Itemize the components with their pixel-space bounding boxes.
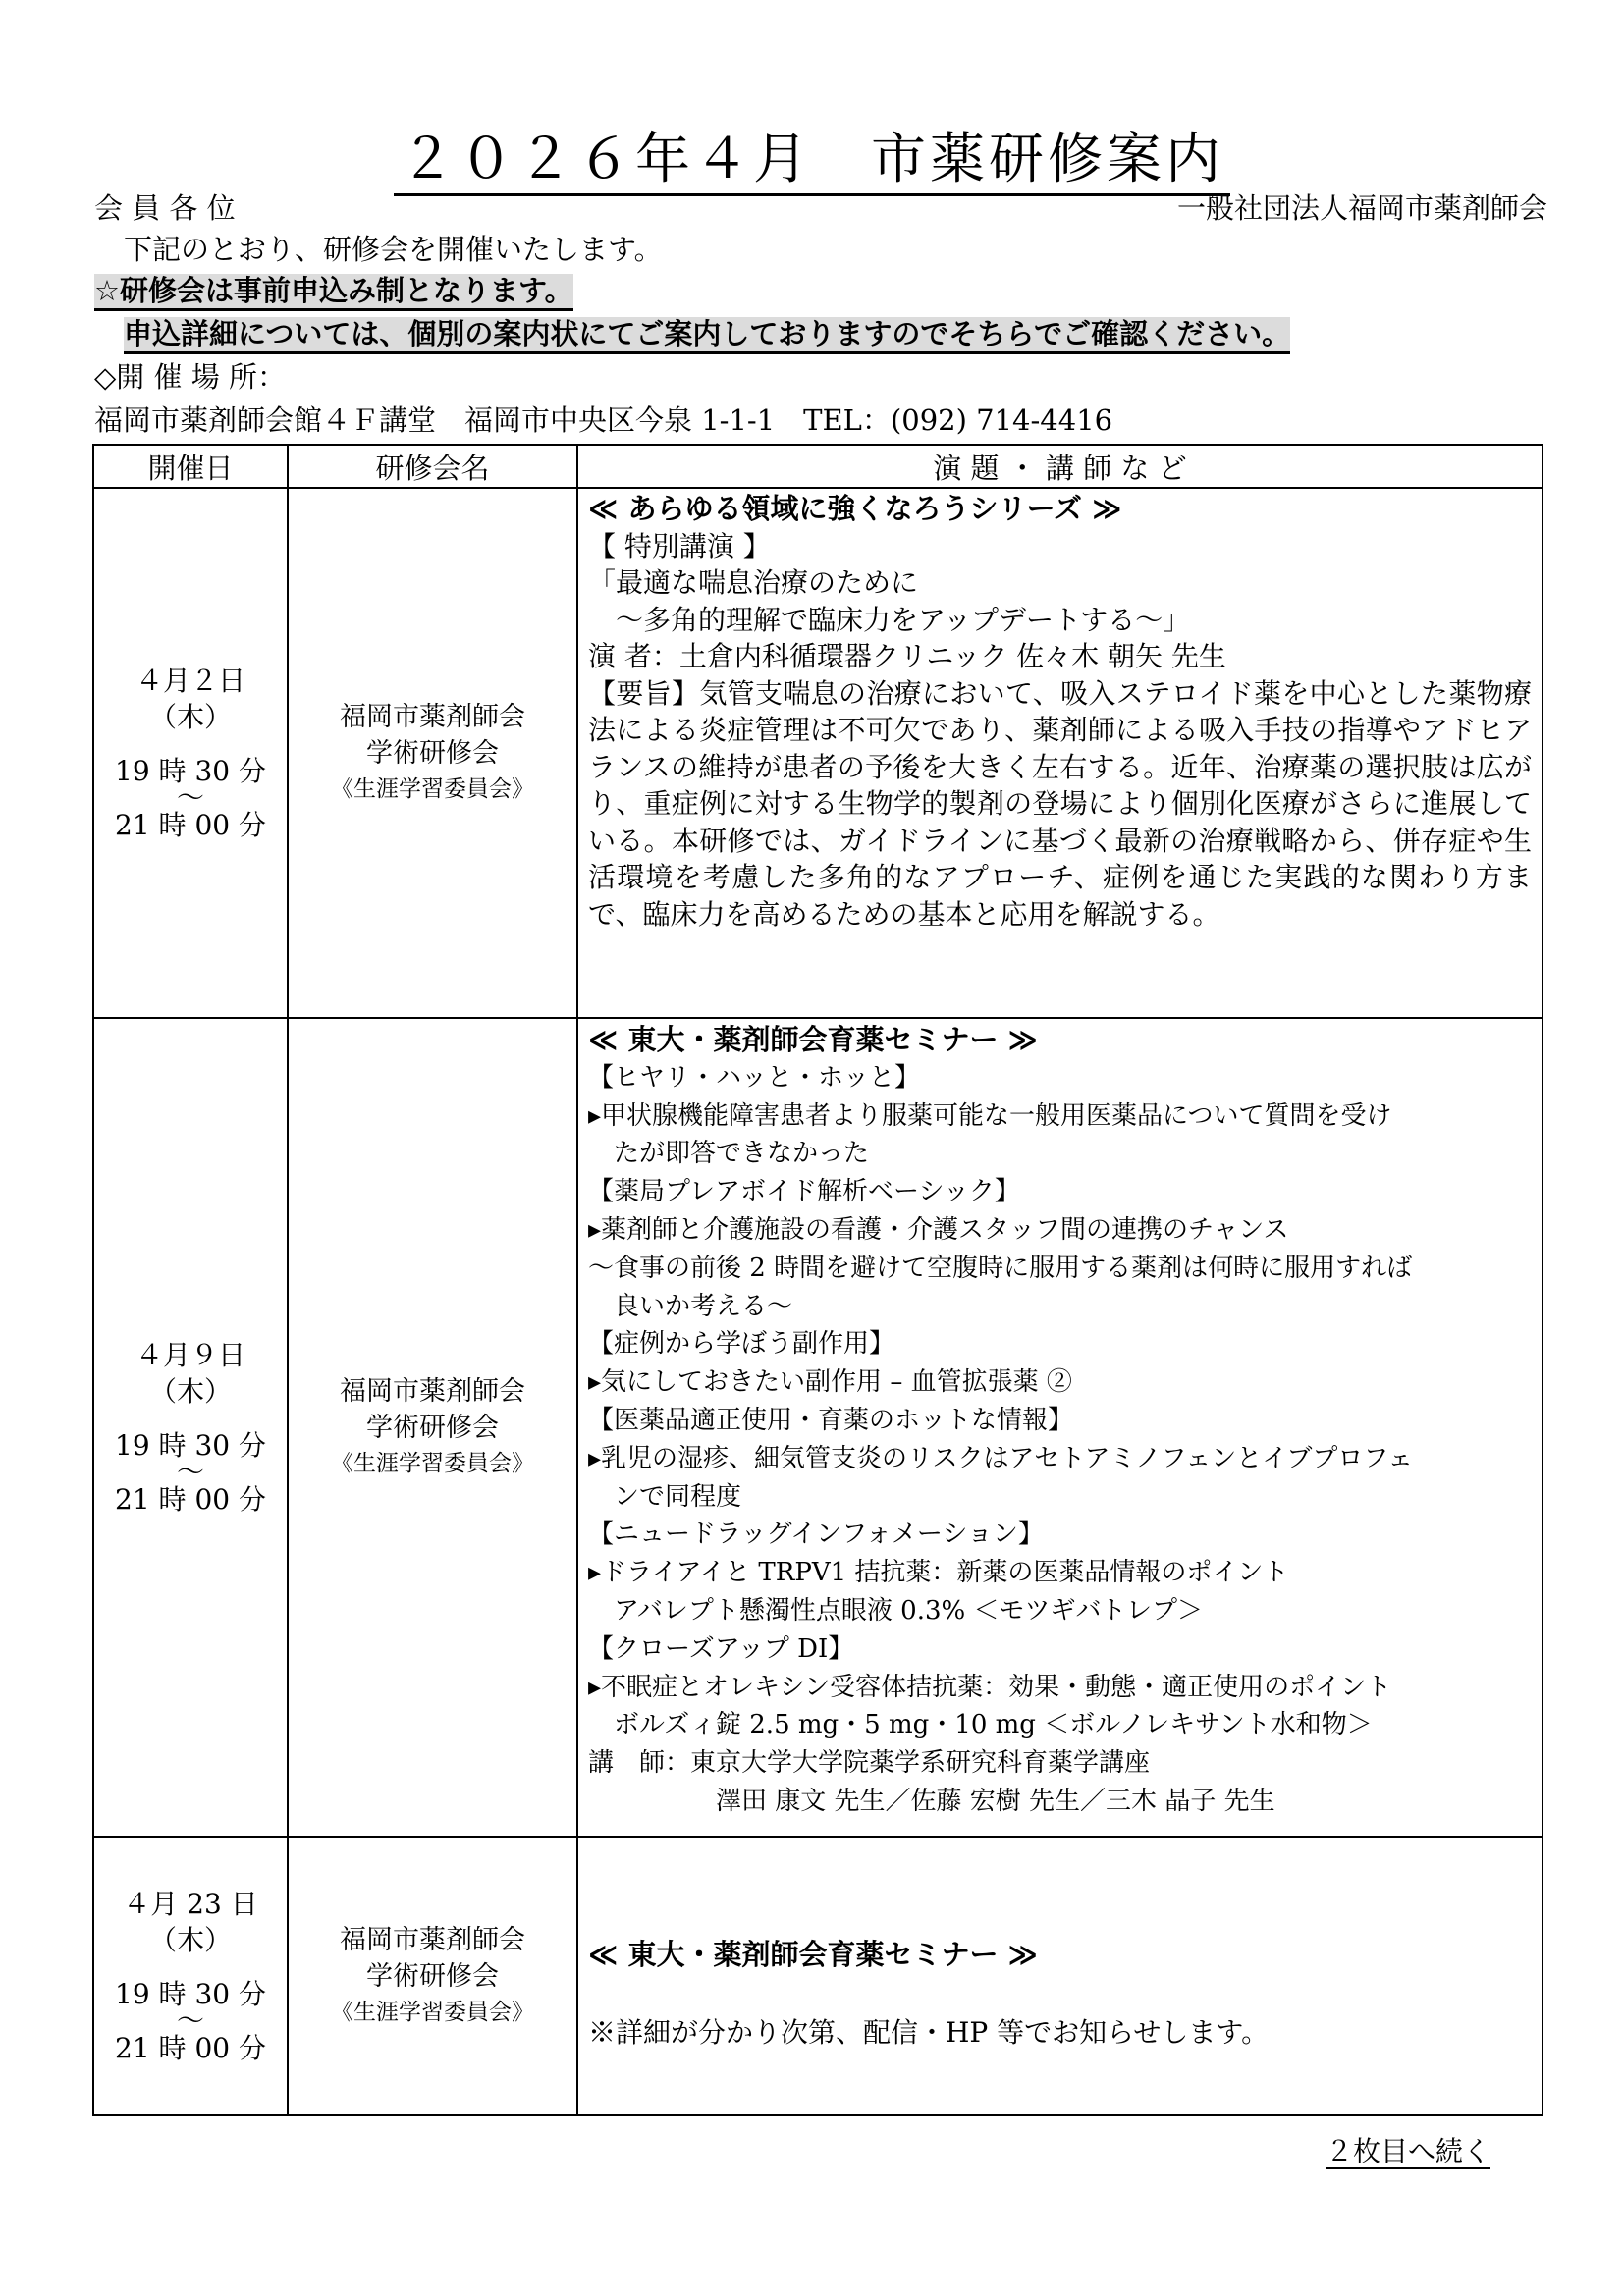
session-organizer: 福岡市薬剤師会 [340,701,525,732]
session-committee: 《生涯学習委員会》 [331,1999,534,2025]
content-line: ンで同程度 [588,1481,742,1512]
time-separator: ～ [176,781,204,814]
session-name-cell [288,488,577,1018]
session-committee: 《生涯学習委員会》 [331,1450,534,1476]
content-line: ボルズィ錠 2.5 mg・5 mg・10 mg ＜ボルノレキサント水和物＞ [588,1710,1373,1740]
series-title: ≪ あらゆる領域に強くなろうシリーズ ≫ [588,492,1122,525]
venue-label: ◇開 催 場 所： [94,360,286,394]
content-line: 【症例から学ぼう副作用】 [588,1329,895,1360]
series-title: ≪ 東大・薬剤師会育薬セミナー ≫ [588,1937,1038,1971]
table-header-row [93,445,1543,488]
session-organizer: 福岡市薬剤師会 [340,1924,525,1955]
weekday: （木） [148,701,232,733]
continued-link[interactable]: ２枚目へ続く [1326,2135,1491,2167]
time-end: 21 時 00 分 [115,1483,266,1516]
time-end: 21 時 00 分 [115,2032,266,2064]
topic-cell [577,1018,1543,1837]
date-cell [93,1018,288,1837]
topic-cell [577,488,1543,1018]
header-topic-lecturer: 演 題 ・ 講 師 な ど [577,445,1543,488]
content-line: 「最適な喘息治療のために [588,566,919,599]
session-committee: 《生涯学習委員会》 [331,775,534,802]
header-date: 開催日 [93,445,288,488]
session-name-cell [288,1018,577,1837]
lecturer-names: 澤田 康文 先生／佐藤 宏樹 先生／三木 晶子 先生 [588,1786,1275,1816]
time-separator: ～ [176,1456,204,1488]
content-line: ▸不眠症とオレキシン受容体拮抗薬：効果・動態・適正使用のポイント [588,1672,1392,1702]
content-line: 【 特別講演 】 [588,529,771,562]
time-start: 19 時 30 分 [115,755,266,787]
notice-registration-details: 申込詳細については、個別の案内状にてご案内しておりますのでそちらでご確認ください。 [124,312,1290,352]
lecturer-line: 講 師：東京大学大学院薬学系研究科育薬学講座 [588,1748,1151,1779]
table-row [93,488,1543,1018]
date: ４月 23 日 [123,1888,258,1920]
time-start: 19 時 30 分 [115,1429,266,1462]
content-line: 良いか考える～ [588,1291,793,1321]
content-line: たが即答できなかった [588,1139,870,1169]
intro-text: 下記のとおり、研修会を開催いたします。 [124,233,663,266]
content-line: アバレプト懸濁性点眼液 0.3% ＜モツギバトレプ＞ [588,1595,1203,1626]
header-session-name: 研修会名 [288,445,577,488]
session-type: 学術研修会 [366,1960,499,1992]
content-line: ～多角的理解で臨床力をアップデートする～」 [588,603,1191,636]
session-name-cell [288,1837,577,2115]
speaker-line: 演 者：土倉内科循環器クリニック 佐々木 朝矢 先生 [588,640,1226,672]
note-text: ※詳細が分かり次第、配信・HP 等でお知らせします。 [588,2016,1270,2049]
session-type: 学術研修会 [366,1412,499,1443]
weekday: （木） [148,1924,232,1956]
content-line: ▸薬剤師と介護施設の看護・介護スタッフ間の連携のチャンス [588,1214,1289,1245]
content-line: ▸乳児の湿疹、細気管支炎のリスクはアセトアミノフェンとイブプロフェ [588,1443,1414,1473]
time-end: 21 時 00 分 [115,809,266,841]
content-line: 【医薬品適正使用・育薬のホットな情報】 [588,1405,1074,1435]
content-line: 【クローズアップ DI】 [588,1633,854,1664]
content-line: ▸気にしておきたい副作用 – 血管拡張薬 ② [588,1367,1072,1398]
time-separator: ～ [176,2004,204,2037]
content-line: 【薬局プレアボイド解析ベーシック】 [588,1177,1020,1207]
date: ４月９日 [135,1339,245,1371]
venue-detail: 福岡市薬剤師会館４Ｆ講堂 福岡市中央区今泉 1-1-1 TEL：(092) 714-4416 [94,403,1113,437]
summary-text: 【要旨】気管支喘息の治療において、吸入ステロイド薬を中心とした薬物療法による炎症管理は不可欠であり、薬剤師による吸入手技の指導やアドヒアランスの維持が患者の予後を大きく左右する。近年、治療薬の選択肢は広がり、重症例に対する生物学的製剤の登場により個別化医療がさらに進展している。本研修では、ガイドラインに基づく最新の治療戦略から、併存症や生活環境を考慮した多角的なアプローチ、症例を通じた実践的な関わり方まで、臨床力を高めるための基本と応用を解説する。 [588,676,1532,931]
time-start: 19 時 30 分 [115,1978,266,2010]
session-type: 学術研修会 [366,737,499,769]
content-line: ～食事の前後 2 時間を避けて空腹時に服用する薬剤は何時に服用すれば [588,1253,1413,1283]
table-row [93,1018,1543,1837]
content-line: 【ヒヤリ・ハッと・ホッと】 [588,1062,921,1093]
series-title: ≪ 東大・薬剤師会育薬セミナー ≫ [588,1023,1038,1056]
content-line: ▸甲状腺機能障害患者より服薬可能な一般用医薬品について質問を受け [588,1100,1392,1131]
schedule-table [92,444,1543,2116]
page-title: ２０２６年４月 市薬研修案内 [0,116,1624,194]
recipient: 会 員 各 位 [94,191,236,225]
organization: 一般社団法人福岡市薬剤師会 [1176,191,1547,225]
date-cell [93,488,288,1018]
date: ４月２日 [135,665,245,697]
notice-advance-registration: ☆研修会は事前申込み制となります。 [94,269,573,309]
table-row [93,1837,1543,2115]
session-organizer: 福岡市薬剤師会 [340,1375,525,1407]
date-cell [93,1837,288,2115]
topic-cell [577,1837,1543,2115]
content-line: 【ニュードラッグインフォメーション】 [588,1520,1044,1550]
weekday: （木） [148,1375,232,1408]
content-line: ▸ドライアイと TRPV1 拮抗薬：新薬の医薬品情報のポイント [588,1558,1289,1588]
